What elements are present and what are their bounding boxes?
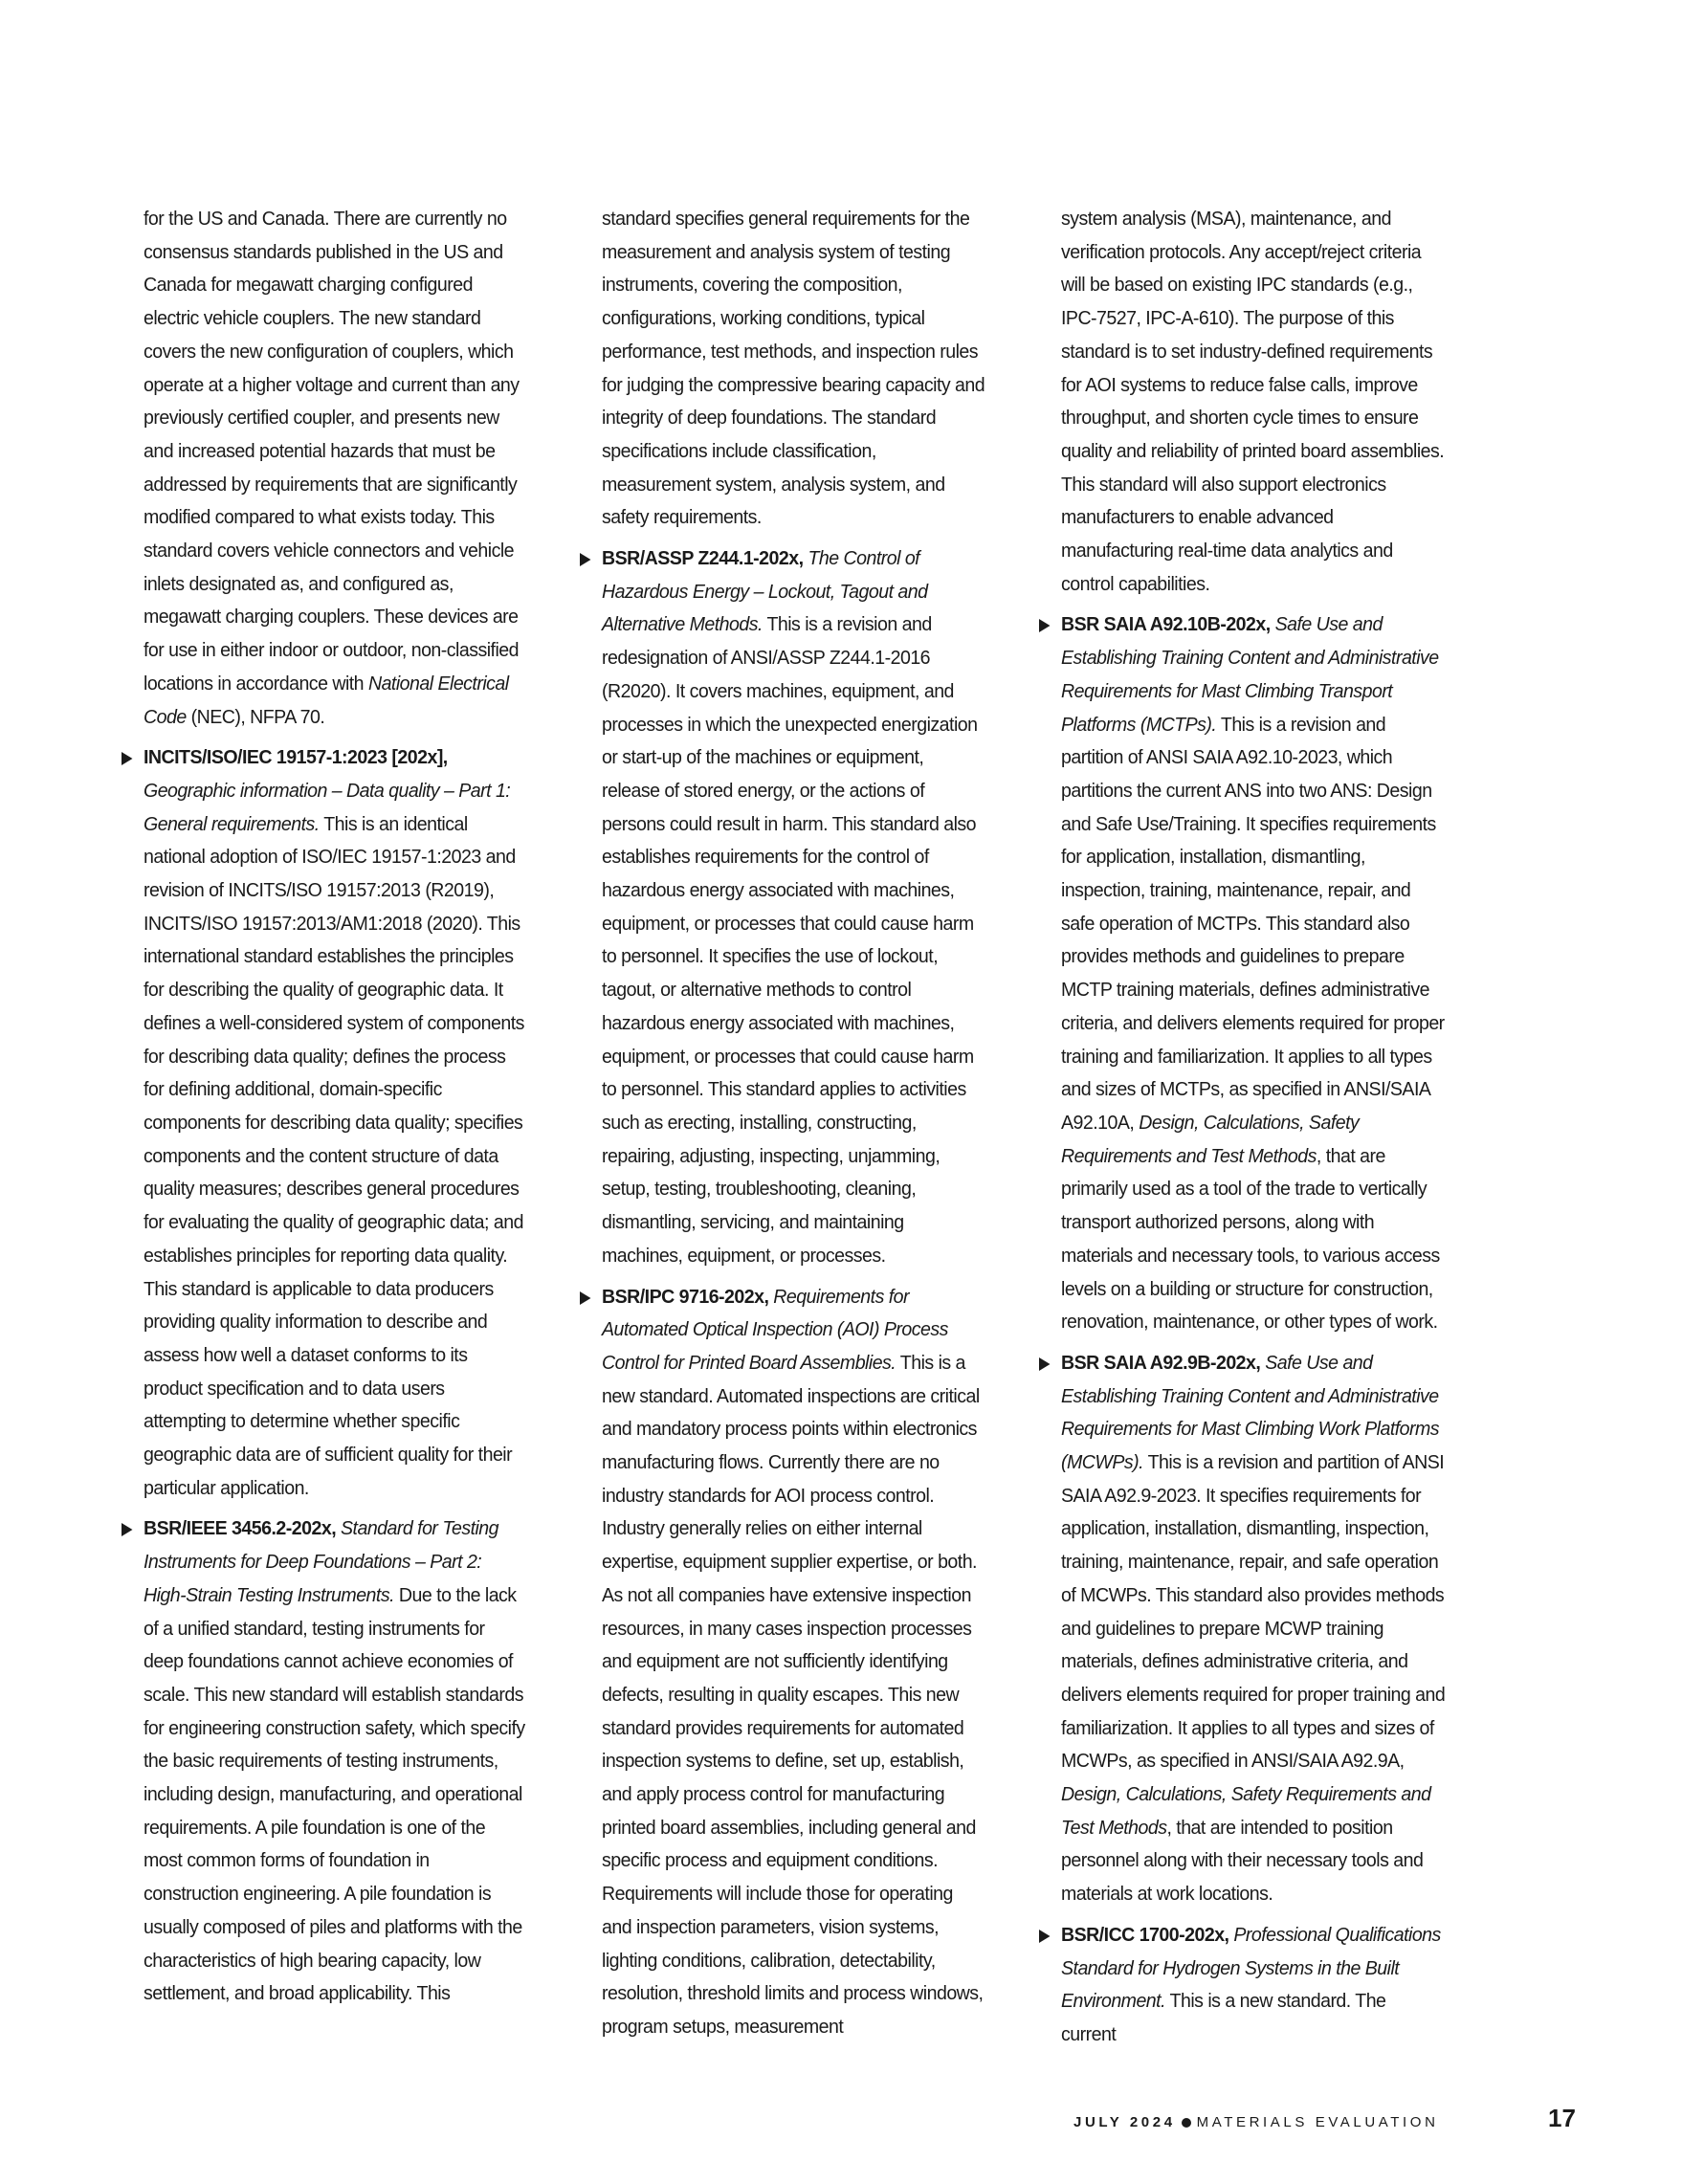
standard-title: Standard for Testing Instruments for Deep Foundations – Part 2: High-Strain Testing Instruments. (144, 1518, 499, 1606)
standard-description: This is a new standard. The current (1061, 1991, 1386, 2045)
standard-entry (1061, 1919, 1445, 2052)
standard-description: This is a revision and partition of ANSI SAIA A92.9-2023. It specifies requirements for application, installation, dismantling, inspection, training, maintenance, repair, and safe operation of MCWPs. This standard also provides methods and guidelines to prepare MCWP training materials, defines administrative criteria, and delivers elements required for proper training and familiarization. It applies to all types and sizes of MCWPs, as specified in ANSI/SAIA A92.9A, (1061, 1452, 1446, 1773)
standard-entry (1061, 1347, 1445, 1911)
standard-entry (602, 542, 985, 1272)
standard-description: This is a revision and redesignation of ANSI/ASSP Z244.1-2016 (R2020). It covers machines, equipment, and processes in which the unexpected energization or start-up of the machines or equipment, release of stored energy, or the actions of persons could result in harm. This standard also establishes requirements for the control of hazardous energy associated with machines, equipment, or processes that could cause harm to personnel. It specifies the use of lockout, tagout, or alternative methods to control hazardous energy associated with machines, equipment, or processes that could cause harm to personnel. This standard applies to activities such as erecting, installing, constructing, repairing, adjusting, inspecting, unjamming, setup, testing, troubleshooting, cleaning, dismantling, servicing, and maintaining machines, equipment, or processes. (602, 614, 978, 1267)
standard-code: INCITS/ISO/IEC 19157-1:2023 [202x], (144, 747, 448, 769)
column-3 (1061, 203, 1445, 2060)
standard-description: This is a new standard. Automated inspections are critical and mandatory process points within electronics manufacturing flows. Currently there are no industry standards for AOI process control. Industry generally relies on either internal expertise, equipment supplier expertise, or both. As not all companies have extensive inspection resources, in many cases inspection processes and equipment are not sufficiently identifying defects, resulting in quality escapes. This new standard provides requirements for automated inspection systems to define, set up, establish, and apply process control for manufacturing printed board assemblies, including general and specific process and equipment conditions. Requirements will include those for operating and inspection parameters, vision systems, lighting conditions, calibration, detectability, resolution, threshold limits and process windows, program setups, measurement (602, 1352, 984, 2038)
standard-description-end: , that are intended to position personnel along with their necessary tools and materials at work locations. (1061, 1817, 1424, 1906)
standard-entry (144, 741, 527, 1505)
column-1 (144, 203, 527, 2019)
standard-description: Due to the lack of a unified standard, testing instruments for deep foundations cannot achieve economies of scale. This new standard will establish standards for engineering construction safety, which specify the basic requirements of testing instruments, including design, manufacturing, and operational requirements. A pile foundation is one of the most common forms of foundation in construction engineering. A pile foundation is usually composed of piles and platforms with the characteristics of high bearing capacity, low settlement, and broad applicability. This (144, 1584, 525, 2005)
continued-paragraph: standard specifies general requirements for the measurement and analysis system of testing instruments, covering the composition, configurations, working conditions, typical performance, test methods, and inspection rules for judging the compressive bearing capacity and integrity of deep foundations. The standard specifications include classification, measurement system, analysis system, and safety requirements. (602, 209, 985, 529)
continued-paragraph: system analysis (MSA), maintenance, and verification protocols. Any accept/reject criteria will be based on existing IPC standards (e.g., IPC-7527, IPC-A-610). The purpose of this standard is to set industry-defined requirements for AOI systems to reduce false calls, improve throughput, and shorten cycle times to ensure quality and reliability of printed board assemblies. This standard will also support electronics manufacturers to enable advanced manufacturing real-time data analytics and control capabilities. (1061, 209, 1445, 595)
bullet-arrow-icon (122, 752, 133, 765)
bullet-arrow-icon (1039, 1930, 1051, 1943)
standard-description: This is a revision and partition of ANSI SAIA A92.10-2023, which partitions the current ANS into two ANS: Design and Safe Use/Training. It specifies requirements for application, installation, dismantling, inspection, training, maintenance, repair, and safe operation of MCTPs. This standard also provides methods and guidelines to prepare MCTP training materials, defines administrative criteria, and delivers elements required for proper training and familiarization. It applies to all types and sizes of MCTPs, as specified in ANSI/SAIA A92.10A, (1061, 714, 1445, 1134)
paragraph-text-end: (NEC), NFPA 70. (186, 706, 325, 728)
standard-code: BSR/ASSP Z244.1-202x, (602, 548, 804, 570)
standard-entry (1061, 608, 1445, 1338)
page-number: 17 (1548, 2104, 1576, 2132)
standard-code: BSR/IEEE 3456.2-202x, (144, 1518, 337, 1540)
bullet-arrow-icon (1039, 1357, 1051, 1371)
standard-description: This is an identical national adoption of ISO/IEC 19157-1:2023 and revision of INCITS/ISO 19157:2013 (R2019), INCITS/ISO 19157:2013/AM1:2018 (2020). This international standard establishes the principles for describing the quality of geographic data. It defines a well-considered system of components for describing data quality; defines the process for defining additional, domain-specific components for describing data quality; specifies components and the content structure of data quality measures; describes general procedures for evaluating the quality of geographic data; and establishes principles for reporting data quality. This standard is applicable to data producers providing quality information to describe and assess how well a dataset conforms to its product specification and to data users attempting to determine whether specific geographic data are of sufficient quality for their particular application. (144, 813, 524, 1499)
standard-code: BSR SAIA A92.10B-202x, (1061, 614, 1271, 636)
bullet-arrow-icon (1039, 619, 1051, 632)
standard-code: BSR/ICC 1700-202x, (1061, 1924, 1229, 1946)
referenced-publication-title: Design, Calculations, Safety Requirements and Test Methods (1061, 1112, 1360, 1167)
bullet-arrow-icon (580, 553, 591, 566)
standard-title: The Control of Hazardous Energy – Lockout, Tagout and Alternative Methods. (602, 548, 928, 636)
bullet-arrow-icon (122, 1523, 133, 1536)
standard-title: Safe Use and Establishing Training Content and Administrative Requirements for Mast Climbing Work Platforms (MCWPs). (1061, 1352, 1440, 1474)
standard-title: Professional Qualifications Standard for Hydrogen Systems in the Built Environment. (1061, 1924, 1441, 2013)
standard-entry (602, 1281, 985, 2044)
bullet-arrow-icon (580, 1291, 591, 1305)
standard-code: BSR/IPC 9716-202x, (602, 1286, 769, 1308)
bullet-dot-icon (1182, 2118, 1191, 2128)
standard-entry (144, 1512, 527, 2011)
standard-description-end: , that are primarily used as a tool of the trade to vertically transport authorized persons, along with materials and necessary tools, to various access levels on a building or structure for construction, renovation, maintenance, or other types of work. (1061, 1145, 1440, 1334)
continued-paragraph (144, 203, 527, 734)
referenced-publication-title: Design, Calculations, Safety Requirements and Test Methods (1061, 1784, 1431, 1839)
paragraph-text: for the US and Canada. There are currently no consensus standards published in the US and Canada for megawatt charging configured electric vehicle couplers. The new standard covers the new configuration of couplers, which operate at a higher voltage and current than any previously certified coupler, and presents new and increased potential hazards that must be addressed by requirements that are significantly modified compared to what exists today. This standard covers vehicle connectors and vehicle inlets designated as, and configured as, megawatt charging couplers. These devices are for use in either indoor or outdoor, non-classified locations in accordance with (144, 209, 520, 695)
footer-publication: MATERIALS EVALUATION (1196, 2114, 1439, 2130)
page-footer (1073, 2114, 1571, 2143)
standard-title: Requirements for Automated Optical Inspection (AOI) Process Control for Printed Board Assemblies. (602, 1286, 948, 1374)
referenced-publication-title: National Electrical Code (144, 673, 509, 728)
standard-title: Geographic information – Data quality – Part 1: General requirements. (144, 780, 511, 835)
footer-date: JULY 2024 (1073, 2114, 1176, 2130)
standard-title: Safe Use and Establishing Training Content and Administrative Requirements for Mast Climbing Transport Platforms (MCTPs). (1061, 614, 1439, 736)
standard-code: BSR SAIA A92.9B-202x, (1061, 1352, 1261, 1374)
column-2 (602, 203, 985, 2052)
